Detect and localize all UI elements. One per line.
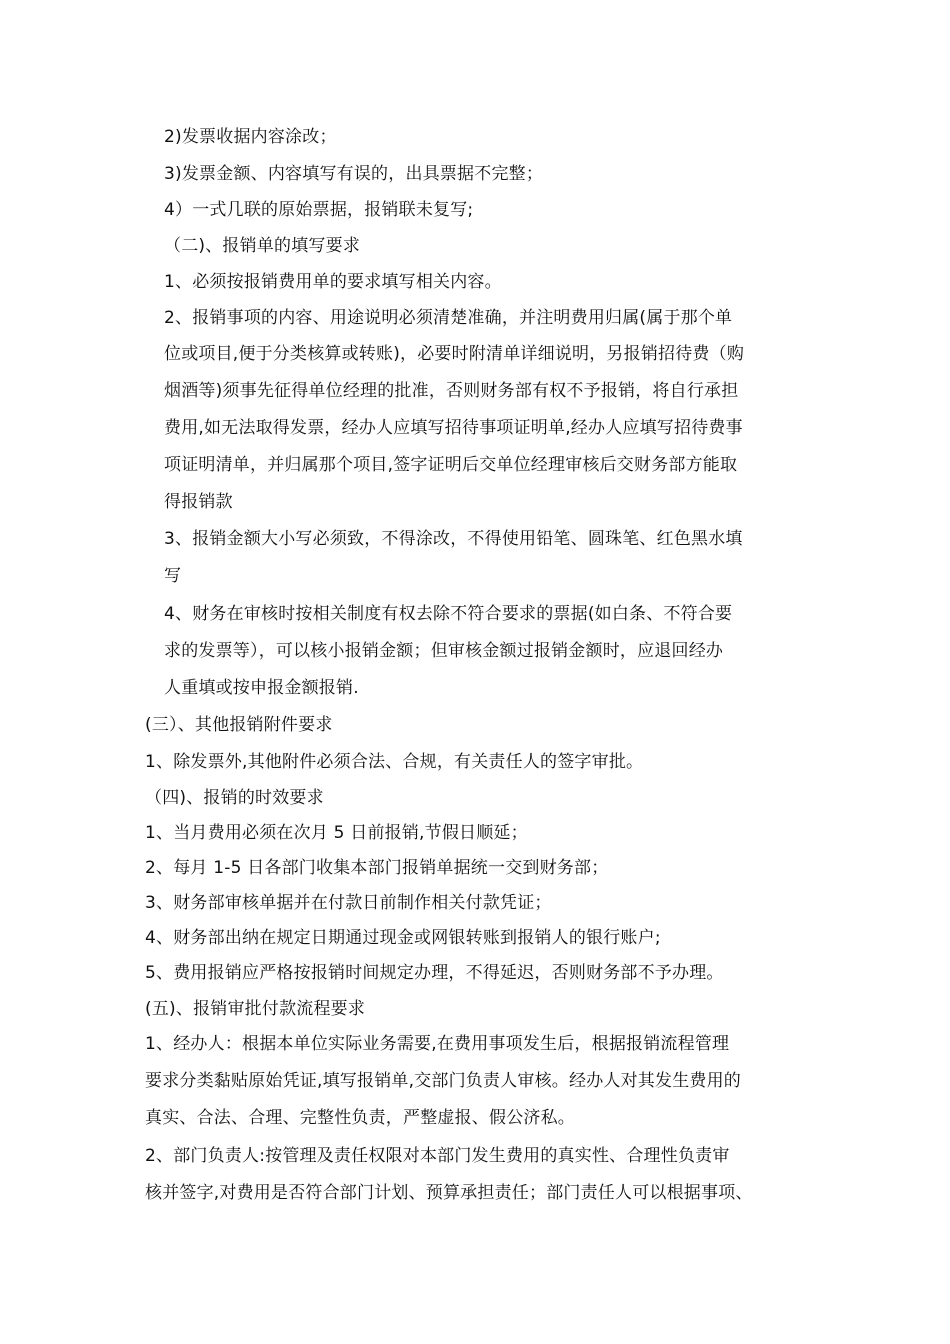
text-line: 得报销款 — [164, 492, 233, 512]
text-line: 1、经办人：根据本单位实际业务需要,在费用事项发生后，根据报销流程管理 — [145, 1034, 730, 1054]
text-line: 位或项目,便于分类核算或转账)，必要时附清单详细说明，另报销招待费（购 — [164, 344, 745, 364]
text-line: 5、费用报销应严格按报销时间规定办理，不得延迟，否则财务部不予办理。 — [145, 963, 724, 983]
text-line: 1、必须按报销费用单的要求填写相关内容。 — [164, 272, 502, 292]
text-line: 1、当月费用必须在次月 5 日前报销,节假日顺延； — [145, 823, 528, 843]
text-line: 要求分类黏贴原始凭证,填写报销单,交部门负责人审核。经办人对其发生费用的 — [145, 1071, 742, 1091]
section-heading: （四)、报销的时效要求 — [145, 788, 324, 808]
text-line: 4）一式几联的原始票据，报销联未复写; — [164, 200, 474, 220]
text-line: 2、每月 1-5 日各部门收集本部门报销单据统一交到财务部； — [145, 858, 609, 878]
text-line: 2、部门负责人:按管理及责任权限对本部门发生费用的真实性、合理性负责审 — [145, 1146, 730, 1166]
text-line: 2)发票收据内容涂改； — [164, 127, 337, 147]
text-line: 3、报销金额大小写必须致，不得涂改，不得使用铅笔、圆珠笔、红色黑水填 — [164, 529, 743, 549]
text-line: 写 — [164, 566, 182, 586]
text-line: 项证明清单，并归属那个项目,签字证明后交单位经理审核后交财务部方能取 — [164, 455, 738, 475]
text-line: 4、财务在审核时按相关制度有权去除不符合要求的票据(如白条、不符合要 — [164, 604, 733, 624]
text-line: 3)发票金额、内容填写有误的，出具票据不完整； — [164, 164, 544, 184]
text-line: 4、财务部出纳在规定日期通过现金或网银转账到报销人的银行账户; — [145, 928, 661, 948]
text-line: 1、除发票外,其他附件必须合法、合规，有关责任人的签字审批。 — [145, 752, 644, 772]
text-line: 核并签字,对费用是否符合部门计划、预算承担责任；部门责任人可以根据事项、 — [145, 1183, 753, 1203]
text-line: 烟酒等)须事先征得单位经理的批准，否则财务部有权不予报销，将自行承担 — [164, 381, 739, 401]
text-line: 3、财务部审核单据并在付款日前制作相关付款凭证； — [145, 893, 552, 913]
text-line: 费用,如无法取得发票，经办人应填写招待事项证明单,经办人应填写招待费事 — [164, 418, 743, 438]
text-line: 人重填或按申报金额报销. — [164, 678, 359, 698]
section-heading: (三）、其他报销附件要求 — [145, 715, 333, 735]
text-line: 求的发票等），可以核小报销金额；但审核金额过报销金额时，应退回经办 — [164, 641, 724, 661]
text-line: 2、报销事项的内容、用途说明必须清楚准确，并注明费用归属(属于那个单 — [164, 308, 733, 328]
section-heading: （二)、报销单的填写要求 — [164, 236, 361, 256]
section-heading: (五)、报销审批付款流程要求 — [145, 999, 366, 1019]
text-line: 真实、合法、合理、完整性负责，严整虚报、假公济私。 — [145, 1108, 575, 1128]
